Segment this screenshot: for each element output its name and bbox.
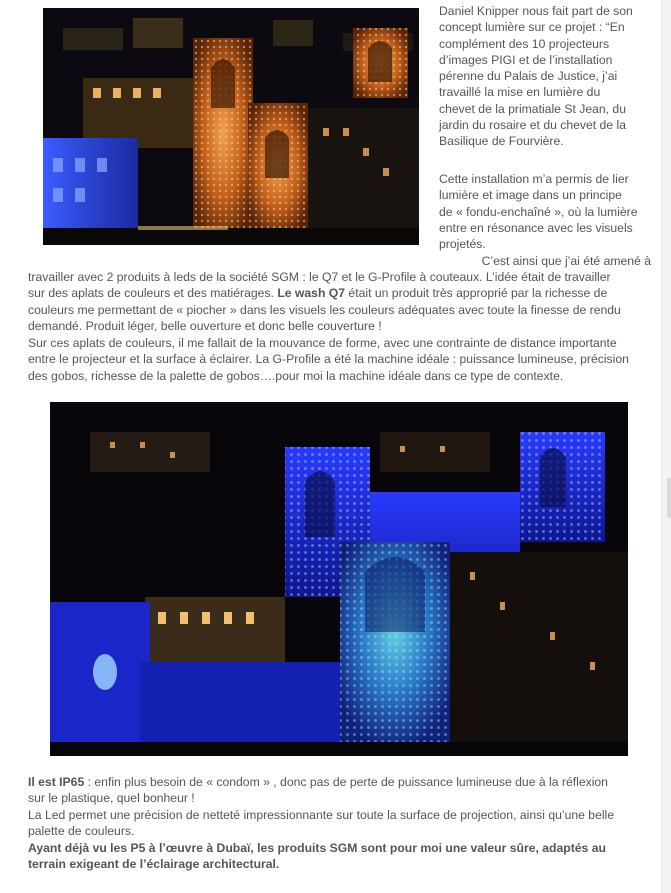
text-line: concept lumière sur ce projet : “En: [439, 20, 625, 35]
text-line: lumière et image dans un principe: [439, 188, 622, 203]
text-line: Sur ces aplats de couleurs, il me fallait de la mouvance de forme, avec une contrainte de distance importante: [28, 336, 617, 350]
text-line: travailler avec 2 produits à leds de la société SGM : le Q7 et le G-Profile à couteaux. L’idée était de travailler: [28, 270, 611, 284]
text-line: entre en résonance avec les visuels: [439, 220, 633, 235]
text-line: chevet de la primatiale St Jean, du: [439, 101, 626, 116]
text-line: [28, 285, 641, 301]
photo-illustration: [43, 8, 419, 245]
text-line: travaillé la mise en lumière du: [439, 85, 601, 100]
text-fragment: sur des aplats de couleurs et des matiérages.: [28, 286, 278, 301]
text-fragment: : enfin plus besoin de « condom » , donc pas de perte de puissance lumineuse due à la réflexion: [84, 775, 608, 789]
text-line: Cette installation m’a permis de lier: [439, 172, 629, 186]
led-paragraph: [28, 807, 641, 840]
photo-illustration: [50, 402, 628, 756]
text-line: Ayant déjà vu les P5 à l’œuvre à Dubaï, les produits SGM sont pour moi une valeur sûre, adaptés au: [28, 841, 606, 855]
text-line: pérenne du Palais de Justice, j’ai: [439, 69, 618, 84]
text-line: terrain exigeant de l’éclairage architectural.: [28, 857, 280, 872]
text-line: Daniel Knipper nous fait part de son: [439, 4, 633, 18]
text-line: demandé. Produit léger, belle ouverture et donc belle couverture !: [28, 318, 382, 333]
cathedral-orange-photo: [43, 8, 419, 245]
conclusion-paragraph: [28, 840, 641, 873]
text-line: des gobos, richesse de la palette de gobos….pour moi la machine idéale dans ce type de contexte.: [28, 368, 564, 383]
text-line: jardin du rosaire et du chevet de la: [439, 118, 626, 133]
text-line: d’images PIGI et de l’installation: [439, 52, 613, 67]
text-fragment: était un produit très approprié par la richesse de: [345, 286, 608, 301]
text-line: entre le projecteur et la surface à éclairer. La G-Profile a été la machine idéale : puissance lumineuse, précision: [28, 352, 629, 367]
text-line: couleurs me permettant de « piocher » dans les visuels les couleurs adéquates avec toute la finesse de rendu: [28, 302, 621, 317]
q7-product-name: Le wash Q7: [277, 286, 346, 301]
g-profile-paragraph: [28, 335, 641, 384]
text-line: sur le plastique, quel bonheur !: [28, 791, 195, 806]
text-line: [28, 774, 641, 790]
text-line: Basilique de Fourvière.: [439, 134, 564, 149]
text-line: complément des 10 projecteurs: [439, 36, 610, 51]
cathedral-blue-photo: [50, 402, 628, 756]
products-paragraph-start: [439, 253, 651, 269]
intro-paragraph: [439, 3, 651, 150]
ip65-label: Il est IP65: [28, 775, 85, 789]
text-line: C’est ainsi que j’ai été amené à: [481, 254, 651, 268]
products-paragraph: [28, 269, 641, 334]
text-line: de « fondu-enchaîné », où la lumière: [439, 204, 638, 219]
installation-paragraph: [439, 171, 651, 252]
text-line: La Led permet une précision de netteté impressionnante sur toute la surface de projection, ainsi qu’une belle: [28, 808, 615, 822]
page-scrollbar[interactable]: [667, 478, 671, 518]
text-line: palette de couleurs.: [28, 824, 135, 839]
ip65-paragraph: [28, 774, 641, 807]
text-line: projetés.: [439, 237, 486, 252]
